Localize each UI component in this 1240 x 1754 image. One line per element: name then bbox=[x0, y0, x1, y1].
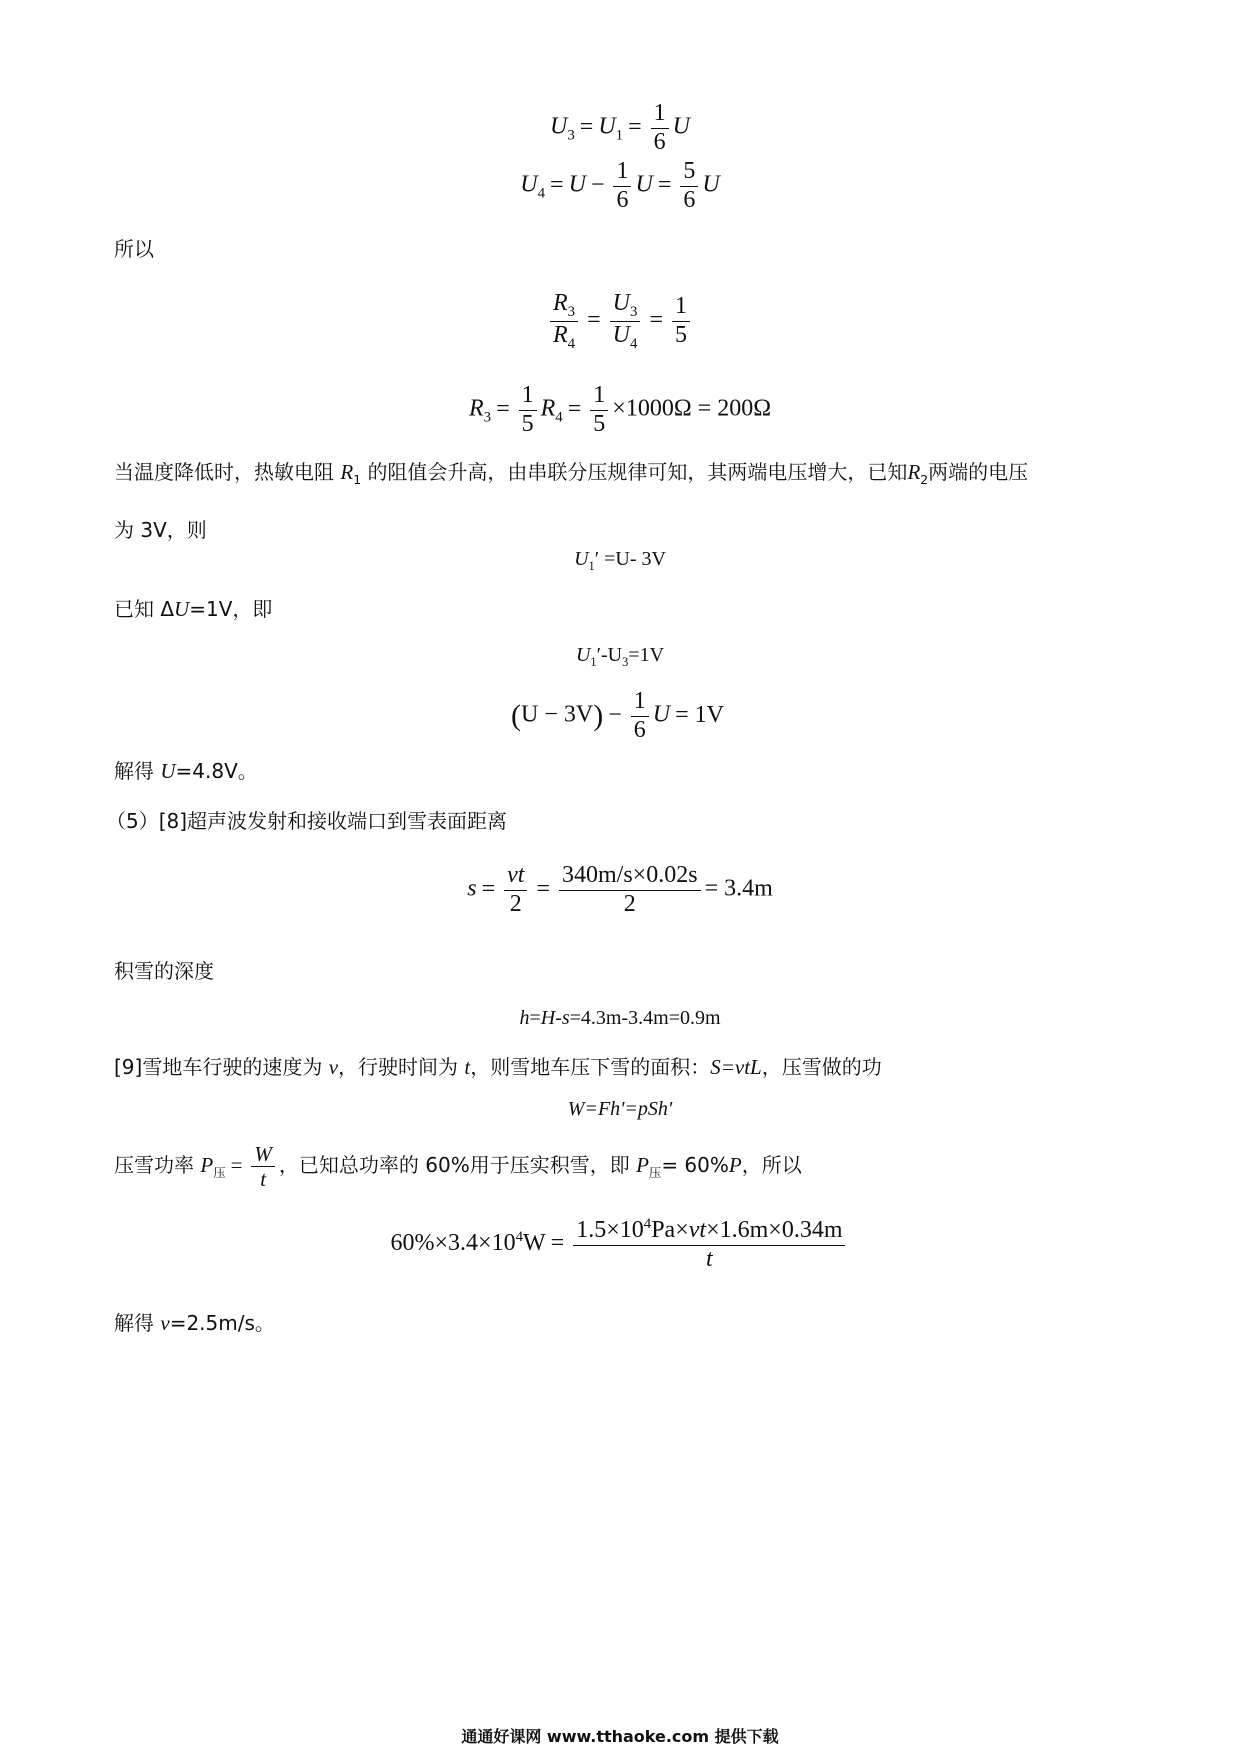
equation-work: W=Fh'=pSh' bbox=[567, 1098, 673, 1120]
text-question-5: （5）[8]超声波发射和接收端口到雪表面距离 bbox=[106, 809, 508, 833]
text-snow-depth: 积雪的深度 bbox=[114, 959, 214, 983]
page-footer: 通通好课网 www.tthaoke.com 提供下载 bbox=[461, 1727, 779, 1746]
equation-depth: h=H-s=4.3m-3.4m=0.9m bbox=[519, 1007, 721, 1029]
text-power: 压雪功率 $P_压$ = $\frac{W}{t}$ ，已知总功率的 60%用于压实积雪，即 $P_压= 60\%P$，所以 bbox=[114, 1141, 802, 1191]
equation-u1-prime: $U_1' =U-$ 3V bbox=[574, 548, 666, 573]
text-solve-u: 解得 U=4.8V。 bbox=[114, 759, 258, 783]
paragraph-temperature: 当温度降低时，热敏电阻 $R_1$ 的阻值会升高，由串联分压规律可知，其两端电压增大，已知$R_2$两端的电压 为 3V，则 bbox=[114, 460, 1029, 542]
equation-distance: s = $\frac{vt}{2}$ = $\frac{340m/s\times 0.02s}{2}$ = 3.4m bbox=[467, 862, 773, 917]
text-question-9: [9]雪地车行驶的速度为 v，行驶时间为 t，则雪地车压下雪的面积：S=vtL，压雪做的功 bbox=[114, 1055, 882, 1079]
equation-ratio: $\frac{R_3}{R_4}$ = $\frac{U_3}{U_4}$ = $\frac{1}{5}$ bbox=[0, 290, 1240, 353]
equation-solve-u: (U − 3V) − $\frac{1}{6}$ U = 1V bbox=[511, 688, 724, 743]
equation-r3: $R_3$ = $\frac{1}{5}$ $R_4$ = $\frac{1}{5}$ ×1000Ω = 200Ω bbox=[468, 382, 772, 437]
equation-u1p-u3: $U_1'-U_3=1V$ bbox=[575, 644, 665, 669]
equation-u3: $U_3 = U_1$ = $\frac{1}{6}$ U bbox=[550, 100, 690, 155]
equation-power: $60\%\times 3.4\times 10^4W$ = $\frac{1.5\times 10^4Pa\times vt\times 1.6m\times 0.34m}{t}$ bbox=[0, 1216, 1240, 1273]
text-known-du: 已知 ΔU=1V，即 bbox=[114, 597, 273, 621]
equation-u4: $U_4 = U$ − $\frac{1}{6}$ U = $\frac{5}{6}$ U bbox=[520, 158, 720, 213]
text-suoyi: 所以 bbox=[114, 237, 154, 261]
text-solve-v: 解得 v=2.5m/s。 bbox=[114, 1311, 275, 1335]
